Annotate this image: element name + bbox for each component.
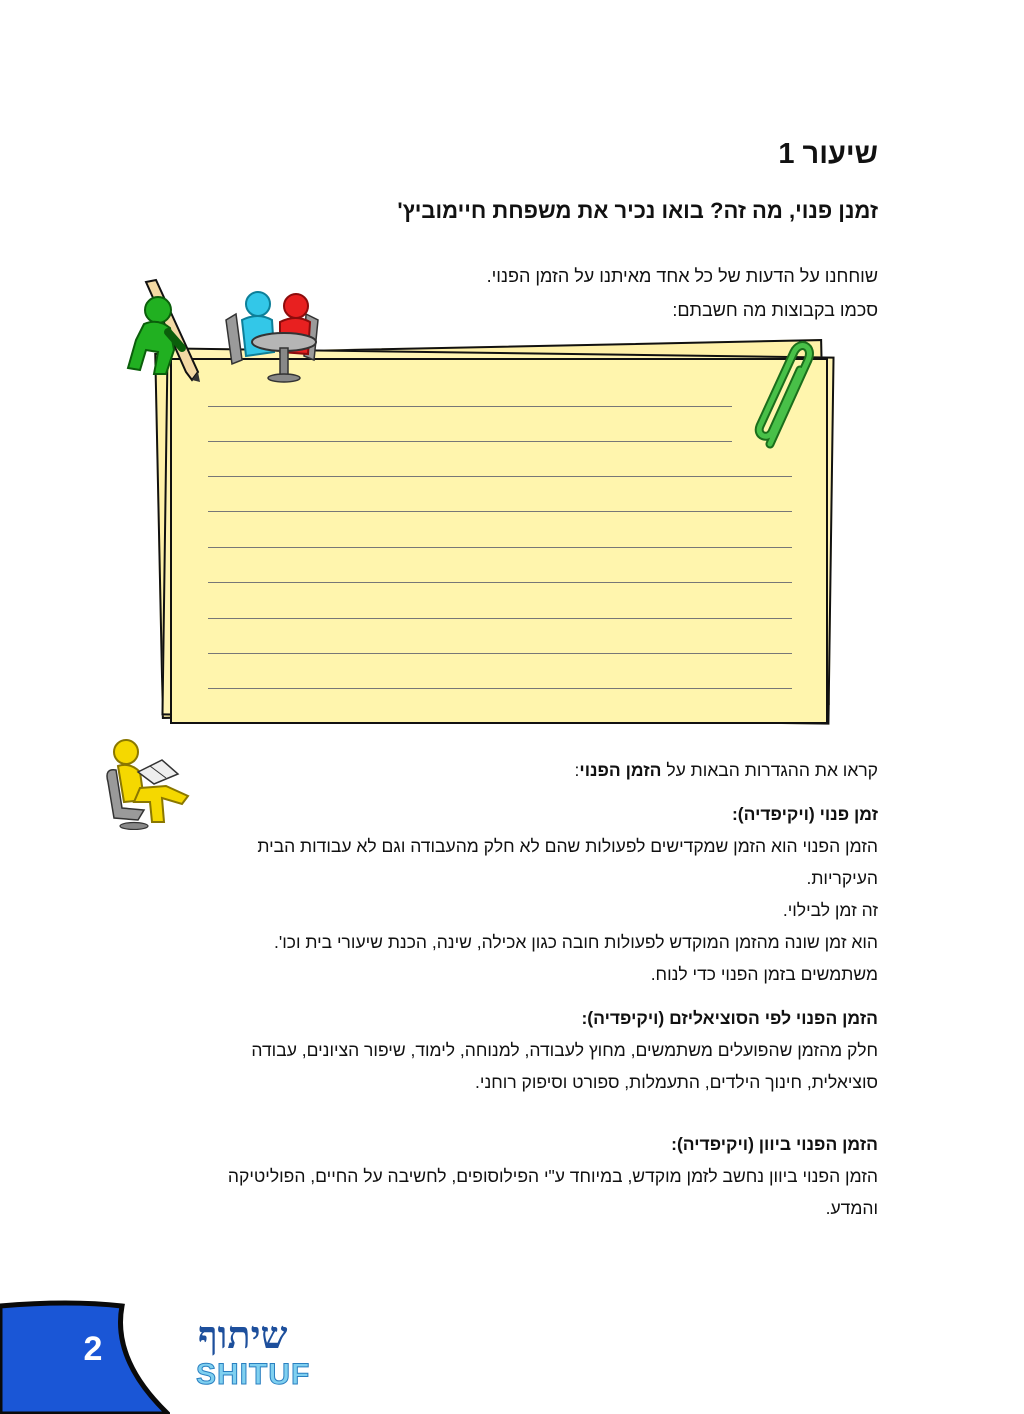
- intro-line-1: שוחחנו על הדעות של כל אחד מאיתנו על הזמן הפנוי.: [486, 266, 878, 286]
- writing-line[interactable]: [208, 582, 792, 583]
- logo-english-text: SHITUF: [196, 1358, 311, 1391]
- definition-line: חלק מהזמן שהפועלים משתמשים, מחוץ לעבודה, למנוחה, לימוד, שיפור הציונים, עבודה: [251, 1040, 878, 1060]
- page-number: 2: [83, 1330, 103, 1368]
- definition-line: הזמן הפנוי הוא הזמן שמקדישים לפעולות שהם לא חלק מהעבודה וגם לא עבודות הבית: [257, 836, 878, 856]
- writing-line[interactable]: [208, 653, 792, 654]
- writing-line[interactable]: [208, 511, 792, 512]
- writing-note[interactable]: [170, 358, 828, 724]
- definition-line: הוא זמן שונה מהזמן המוקדש לפעולות חובה כגון אכילה, שינה, הכנת שיעורי בית וכו'.: [274, 932, 878, 952]
- writing-line[interactable]: [208, 441, 732, 442]
- definition-heading: זמן פנוי (ויקיפדיה):: [731, 804, 878, 824]
- definitions-section: [178, 754, 878, 1224]
- definition-heading: הזמן הפנוי לפי הסוציאליזם (ויקיפדיה):: [581, 1008, 878, 1028]
- page-title: שיעור 1: [778, 138, 878, 170]
- writing-line[interactable]: [208, 406, 732, 407]
- paperclip-icon: [748, 340, 820, 450]
- definitions-prompt: קראו את ההגדרות הבאות על הזמן הפנוי:: [574, 760, 878, 780]
- writing-line[interactable]: [208, 688, 792, 689]
- definition-line: משתמשים בזמן הפנוי כדי לנוח.: [650, 964, 878, 984]
- writing-line[interactable]: [208, 476, 792, 477]
- definition-line: הזמן הפנוי ביוון נחשב לזמן מוקדש, במיוחד ע"י הפילוסופים, לחשיבה על החיים, הפוליטיקה: [227, 1166, 878, 1186]
- shituf-logo: [190, 1312, 320, 1402]
- logo-hebrew-text: שיתוף: [198, 1312, 288, 1357]
- green-figure-pencil-icon: [126, 278, 206, 384]
- writing-line[interactable]: [208, 547, 792, 548]
- team-discussion-icon: [222, 290, 322, 384]
- intro-line-2: סכמו בקבוצות מה חשבתם:: [672, 300, 878, 320]
- definition-line: סוציאלית, חינוך הילדים, התעמלות, ספורט וסיפוק רוחני.: [475, 1072, 878, 1092]
- definition-line: זה זמן לבילוי.: [782, 900, 878, 920]
- writing-line[interactable]: [208, 618, 792, 619]
- definition-line: העיקריות.: [806, 868, 878, 888]
- definition-line: והמדע.: [825, 1198, 878, 1218]
- definition-heading: הזמן הפנוי ביוון (ויקיפדיה):: [671, 1134, 878, 1154]
- page-subtitle: זמנן פנוי, מה זה? בואו נכיר את משפחת חיימוביץ': [397, 198, 878, 223]
